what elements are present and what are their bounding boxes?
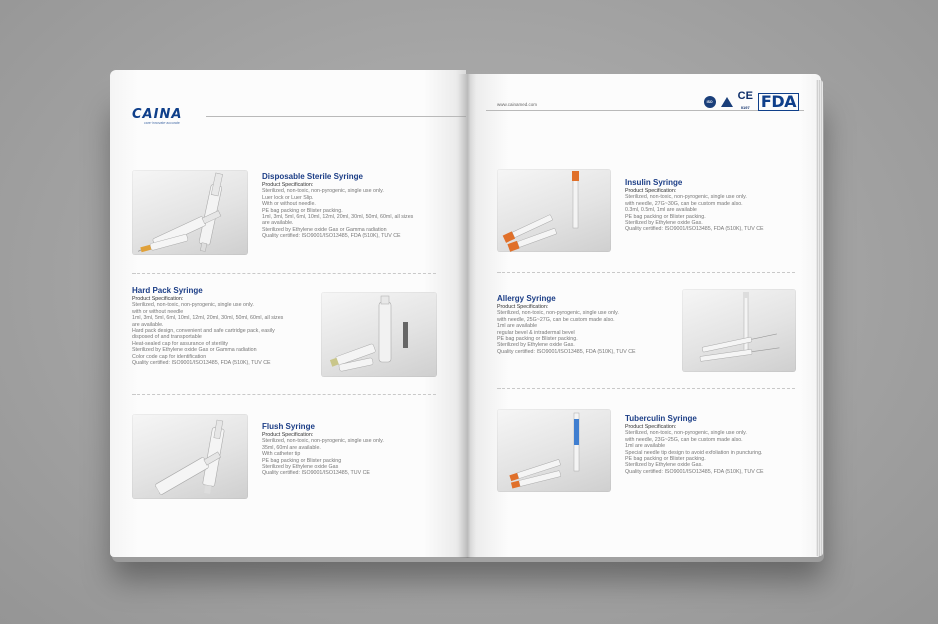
product-title: Tuberculin Syringe — [625, 414, 697, 423]
product-spec-line: Sterilized, non-toxic, non-pyrogenic, single use only. — [625, 430, 747, 437]
product-spec-line: With or without needle. — [262, 201, 316, 208]
product-spec-line: 1ml are available — [497, 323, 538, 330]
product-spec-line: Sterilized, non-toxic, non-pyrogenic, single use only. — [262, 438, 384, 445]
product-spec-line: Sterilized, non-toxic, non-pyrogenic, single use only. — [497, 310, 619, 317]
product-spec-line: Sterilized by Ethylene oxide Gas. — [625, 462, 703, 469]
product-spec-line: with needle, 23G~25G, can be custom made also. — [625, 436, 743, 443]
product-image-flush-syringe — [132, 414, 248, 499]
product-image-disposable-syringe — [132, 170, 248, 255]
product-title: Insulin Syringe — [625, 178, 683, 187]
warning-triangle-icon — [721, 97, 733, 107]
right-page — [466, 74, 821, 557]
product-spec-line: with needle, 27G~30G, can be custom made also. — [625, 200, 743, 207]
section-divider — [497, 272, 795, 273]
product-spec-label: Product Specification: — [132, 296, 184, 302]
product-spec-line: with needle, 25G~27G, can be custom made also. — [497, 316, 615, 323]
product-tuberculin-syringe — [625, 414, 815, 475]
product-spec-lines — [497, 310, 687, 355]
product-spec-line: Quality certified: ISO9001/ISO13485, TUV CE — [262, 470, 370, 477]
product-spec-line: Quality certified: ISO9001/ISO13485, FDA (510K), TUV CE — [625, 226, 764, 233]
product-spec-line: with or without needle — [132, 308, 184, 315]
iso-seal-icon: ISO — [704, 96, 716, 108]
product-spec-line: 0.3ml, 0.5ml, 1ml are available — [625, 207, 697, 214]
brand-name: CAINA — [132, 107, 183, 122]
product-spec-lines — [132, 302, 322, 366]
product-spec-line: PE bag packing or Blister packing. — [625, 213, 706, 220]
product-spec-line: With catheter tip — [262, 451, 301, 458]
certification-logos — [704, 92, 799, 112]
product-spec-line: 35ml, 60ml are available. — [262, 444, 321, 451]
product-spec-line: are available. — [262, 220, 294, 227]
product-disposable-sterile-syringe — [262, 172, 462, 240]
product-spec-line: are available. — [132, 321, 164, 328]
product-hard-pack-syringe — [132, 286, 322, 366]
product-spec-line: Luer lock or Luer Slip. — [262, 194, 314, 201]
product-spec-line: PE bag packing or Blister packing — [262, 457, 342, 464]
header-rule — [206, 116, 466, 117]
product-spec-label: Product Specification: — [625, 424, 677, 430]
product-spec-line: disposed of and transportable — [132, 334, 202, 341]
product-spec-line: Quality certified: ISO9001/ISO13485, FDA (510K), TUV CE — [262, 233, 401, 240]
product-spec-line: PE bag packing or Blister packing. — [497, 336, 578, 343]
product-image-tuberculin-syringe — [497, 409, 611, 492]
brand-tagline: care·innovate·accurate — [144, 121, 180, 125]
product-spec-line: 1ml are available — [625, 443, 666, 450]
product-spec-line: Special needle tip design to avoid exfoliation in puncturing. — [625, 449, 763, 456]
product-spec-lines — [262, 438, 462, 476]
product-spec-line: 1ml, 3ml, 5ml, 6ml, 10ml, 12ml, 20ml, 30ml, 50ml, 60ml, all sizes — [262, 214, 414, 221]
product-spec-label: Product Specification: — [497, 304, 549, 310]
product-spec-line: Sterilized, non-toxic, non-pyrogenic, single use only. — [262, 188, 384, 195]
product-spec-lines — [262, 188, 462, 239]
product-image-insulin-syringe — [497, 169, 611, 252]
product-spec-lines — [625, 194, 815, 232]
product-title: Disposable Sterile Syringe — [262, 172, 363, 181]
product-spec-line: PE bag packing or Blister packing. — [262, 207, 343, 214]
product-image-hard-pack-syringe — [321, 292, 437, 377]
product-spec-line: Sterilized by Ethylene oxide Gas — [262, 464, 339, 471]
ce-number: 0197 — [740, 105, 750, 110]
product-image-allergy-syringe — [682, 289, 796, 372]
product-spec-label: Product Specification: — [262, 182, 314, 188]
product-spec-line: Sterilized by Ethylene oxide Gas or Gamma radiation — [132, 347, 257, 354]
product-spec-line: 1ml, 3ml, 5ml, 6ml, 10ml, 12ml, 20ml, 30ml, 50ml, 60ml, all sizes — [132, 315, 284, 322]
product-spec-label: Product Specification: — [262, 432, 314, 438]
product-spec-line: Sterilized by Ethylene oxide Gas. — [625, 220, 703, 227]
product-flush-syringe — [262, 422, 462, 477]
fda-logo-icon: FDA — [758, 93, 799, 111]
product-spec-line: Color code cap for identification — [132, 353, 207, 360]
product-spec-line: Sterilized, non-toxic, non-pyrogenic, single use only. — [132, 302, 254, 309]
product-spec-line: Quality certified: ISO9001/ISO13485, FDA (510K), TUV CE — [625, 468, 764, 475]
ce-mark-icon — [738, 91, 753, 113]
brand-logo — [132, 108, 182, 126]
product-title: Flush Syringe — [262, 422, 315, 431]
product-allergy-syringe — [497, 294, 687, 355]
product-spec-line: Heat-sealed cap for assurance of sterility — [132, 340, 228, 347]
product-spec-line: Quality certified: ISO9001/ISO13485, FDA (510K), TUV CE — [497, 348, 636, 355]
left-page — [110, 70, 466, 557]
product-spec-lines — [625, 430, 815, 475]
product-title: Hard Pack Syringe — [132, 286, 203, 295]
section-divider — [132, 273, 436, 274]
product-spec-line: Sterilized by Ethylene oxide Gas or Gamma radiation — [262, 226, 387, 233]
product-spec-line: Hard pack design, convenient and safe cartridge pack, easily — [132, 328, 275, 335]
product-spec-line: Sterilized by Ethylene oxide Gas. — [497, 342, 575, 349]
product-title: Allergy Syringe — [497, 294, 556, 303]
product-spec-line: regular bevel & intradermal bevel — [497, 329, 575, 336]
website-url: www.cainamed.com — [497, 102, 538, 107]
product-spec-line: Quality certified: ISO9001/ISO13485, FDA (510K), TUV CE — [132, 360, 271, 367]
product-spec-line: Sterilized, non-toxic, non-pyrogenic, single use only. — [625, 194, 747, 201]
product-spec-line: PE bag packing or Blister packing. — [625, 456, 706, 463]
product-spec-label: Product Specification: — [625, 188, 677, 194]
product-insulin-syringe — [625, 178, 815, 233]
section-divider — [132, 394, 436, 395]
ce-label: CE — [737, 90, 753, 102]
page-edge-stack — [816, 80, 823, 556]
section-divider — [497, 388, 795, 389]
